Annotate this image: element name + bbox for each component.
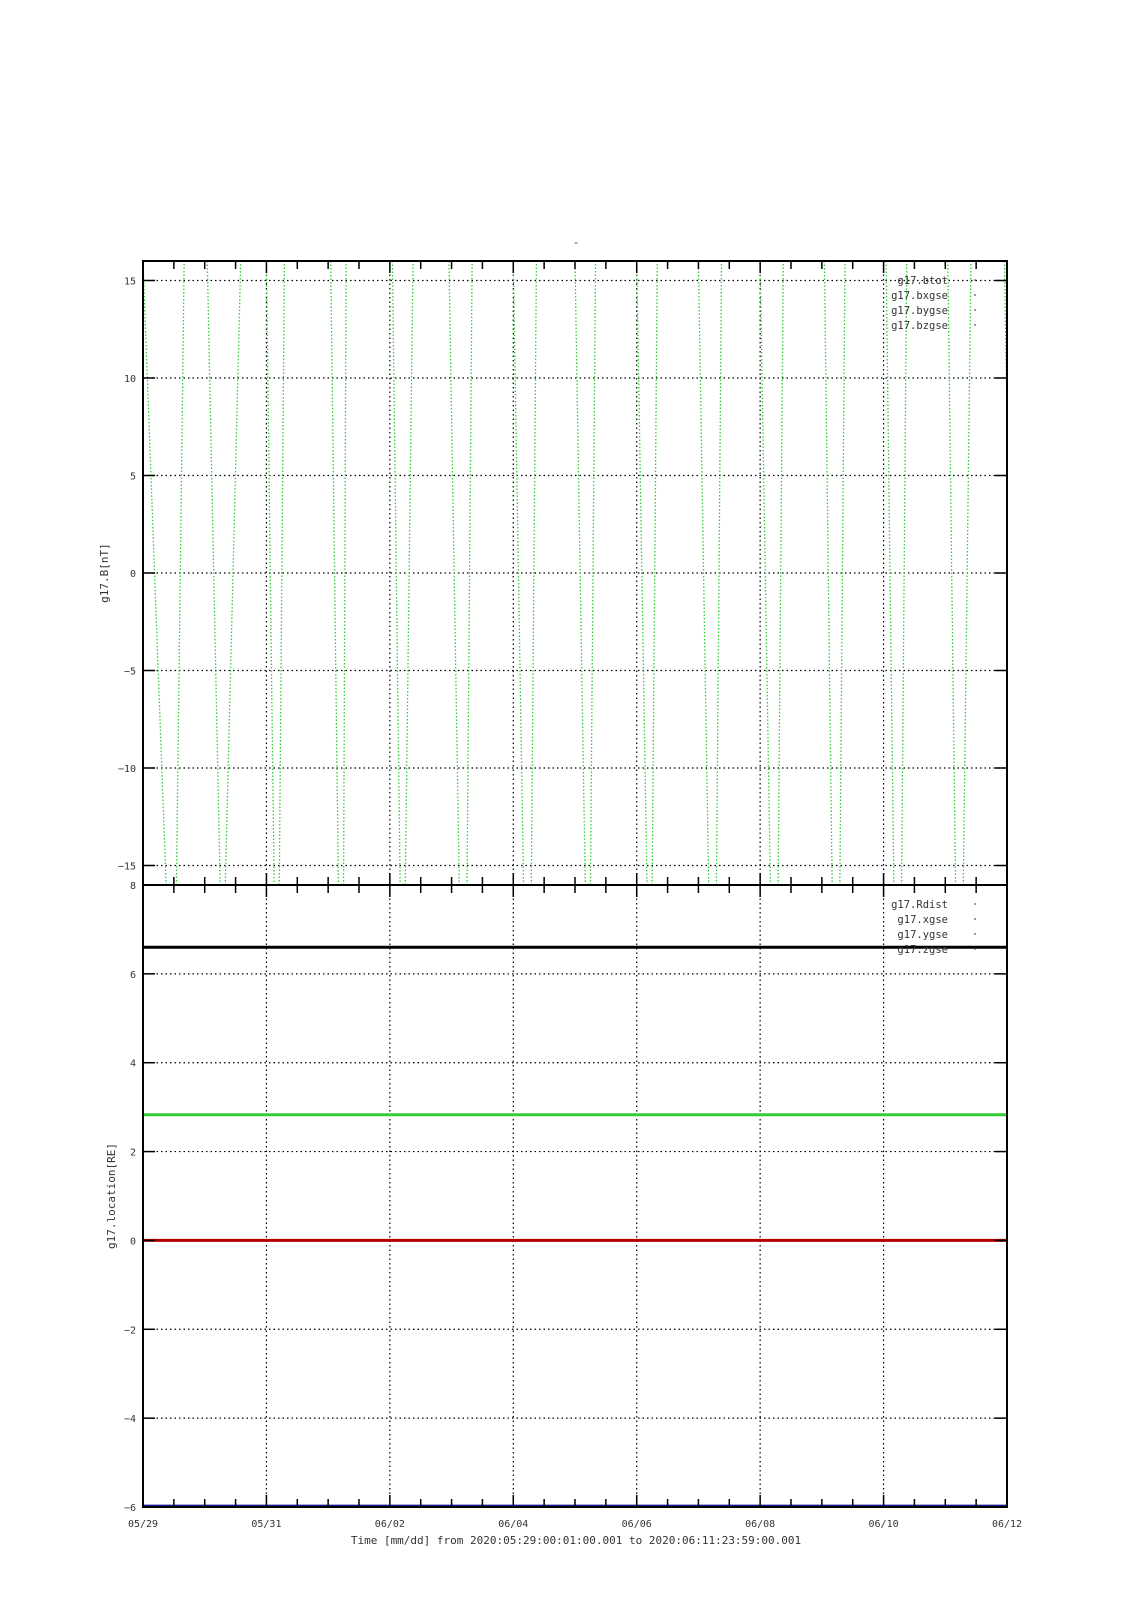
field-trace-segment <box>963 261 971 885</box>
legend-entry: g17.bxgse <box>891 290 948 302</box>
y-tick-label: 6 <box>129 969 136 981</box>
field-trace-segment <box>392 261 400 885</box>
x-tick-label: 06/08 <box>745 1519 776 1530</box>
y-tick-label: −15 <box>117 861 136 873</box>
field-trace-segment <box>575 261 585 885</box>
x-tick-label: 05/31 <box>251 1519 282 1530</box>
x-tick-labels <box>128 1519 1022 1530</box>
y-tick-label: 5 <box>129 471 136 483</box>
magnetic-field-panel <box>98 261 1007 885</box>
legend-marker <box>974 294 976 296</box>
y-tick-label: −6 <box>123 1503 136 1514</box>
legend-entry: g17.ygse <box>897 929 948 941</box>
legend-marker <box>974 279 976 281</box>
b-grid <box>143 261 1007 885</box>
b-legend <box>891 275 976 332</box>
y-tick-label: −5 <box>123 666 136 678</box>
legend-marker <box>974 324 976 326</box>
field-trace-segment <box>449 261 459 885</box>
y-tick-label: 2 <box>129 1147 136 1159</box>
y-tick-label: 15 <box>123 276 136 288</box>
location-plot-frame <box>143 885 1007 1507</box>
y-tick-label: −4 <box>123 1414 136 1426</box>
field-trace-segment <box>176 261 184 885</box>
y-tick-label: 4 <box>129 1058 136 1070</box>
location-ticks <box>124 881 1007 1514</box>
legend-entry: g17.Rdist <box>891 899 948 911</box>
y-tick-label: 8 <box>129 881 136 892</box>
x-axis-label: Time [mm/dd] from 2020:05:29:00:01:00.001 to 2020:06:11:23:59:00.001 <box>350 1534 802 1547</box>
location-grid <box>143 885 1007 1507</box>
y-tick-label: 0 <box>129 569 136 580</box>
x-tick-label: 06/02 <box>374 1519 405 1530</box>
b-y-axis-label: g17.B[nT] <box>98 543 111 603</box>
y-tick-label: −10 <box>117 764 136 775</box>
field-trace-segment <box>590 261 595 885</box>
x-tick-label: 06/06 <box>621 1519 652 1530</box>
legend-entry: g17.xgse <box>897 914 948 926</box>
location-y-axis-label: g17.location[RE] <box>105 1143 118 1249</box>
legend-entry: g17.btot <box>897 275 948 287</box>
legend-marker <box>974 918 976 920</box>
legend-entry: g17.bzgse <box>891 320 948 332</box>
field-trace-segment <box>716 261 721 885</box>
field-trace-segment <box>207 261 220 885</box>
field-trace-segment <box>405 261 413 885</box>
x-tick-label: 06/12 <box>991 1519 1023 1530</box>
location-panel <box>105 881 1007 1514</box>
x-tick-label: 06/10 <box>868 1519 899 1530</box>
x-tick-label: 05/29 <box>127 1519 159 1530</box>
title-marker: - <box>572 236 580 249</box>
legend-marker <box>974 903 976 905</box>
x-tick-label: 06/04 <box>498 1519 529 1530</box>
field-trace-segment <box>902 261 907 885</box>
field-trace-segment <box>698 261 708 885</box>
legend-entry: g17.zgse <box>897 944 948 956</box>
y-tick-label: −2 <box>123 1325 136 1337</box>
location-series-group <box>143 947 1007 1506</box>
legend-marker <box>974 933 976 935</box>
y-tick-label: 0 <box>129 1236 136 1248</box>
field-trace-segment <box>266 261 274 885</box>
field-trace-segment <box>886 261 894 885</box>
legend-entry: g17.bygse <box>891 305 948 317</box>
legend-marker <box>974 309 976 311</box>
field-trace-segment <box>824 261 832 885</box>
legend-marker <box>974 948 976 950</box>
y-tick-label: 10 <box>123 374 136 385</box>
